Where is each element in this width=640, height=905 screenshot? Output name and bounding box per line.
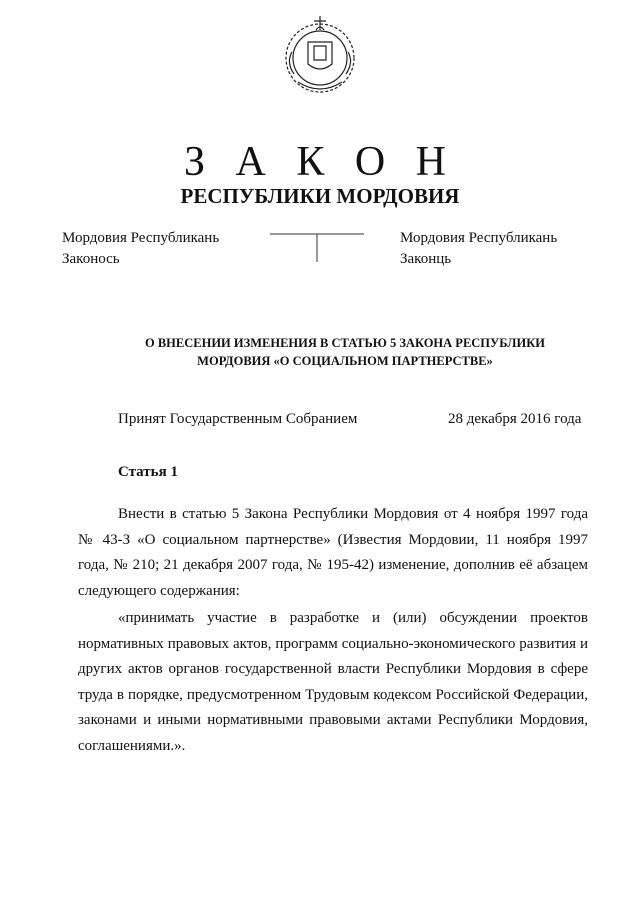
law-heading-line2: МОРДОВИЯ «О СОЦИАЛЬНОМ ПАРТНЕРСТВЕ» [197, 354, 493, 368]
separator-mark [270, 232, 364, 262]
law-title: З А К О Н [183, 139, 457, 185]
adopted-date: 28 декабря 2016 года [448, 411, 582, 427]
republic-subtitle: РЕСПУБЛИКИ МОРДОВИЯ [180, 184, 460, 208]
article-paragraph: Внести в статью 5 Закона Республики Мордовия от 4 ноября 1997 года № 43-З «О социальном партнерстве» (Известия Мордовии, 11 ноября 1997 года, № 210; 21 декабря 2007 года, № 195-42) изменение, дополнив её абзацем следующего содержания: [78, 506, 588, 599]
moksha-caption-line2: Законось [62, 251, 120, 267]
law-heading [110, 334, 580, 370]
moksha-caption-line1: Мордовия Республикань [62, 230, 220, 246]
coat-of-arms-icon [278, 12, 362, 98]
erzya-caption-line2: Законць [400, 251, 452, 267]
moksha-caption [62, 228, 219, 270]
adopted-by: Принят Государственным Собранием [118, 411, 358, 427]
erzya-caption-line1: Мордовия Республикань [400, 230, 558, 246]
erzya-caption [400, 228, 557, 270]
law-heading-line1: О ВНЕСЕНИИ ИЗМЕНЕНИЯ В СТАТЬЮ 5 ЗАКОНА РЕСПУБЛИКИ [145, 336, 545, 350]
article-title: Статья 1 [118, 464, 178, 480]
quoted-paragraph: «принимать участие в разработке и (или) обсуждении проектов нормативных правовых актов, программ социально-экономического развития и других актов органов государственной власти Республики Мордовия в сфере труда в порядке, предусмотренном Трудовым кодексом Российской Федерации, законами и иными нормативными правовыми актами Республики Мордовия, соглашениями.». [78, 610, 588, 754]
